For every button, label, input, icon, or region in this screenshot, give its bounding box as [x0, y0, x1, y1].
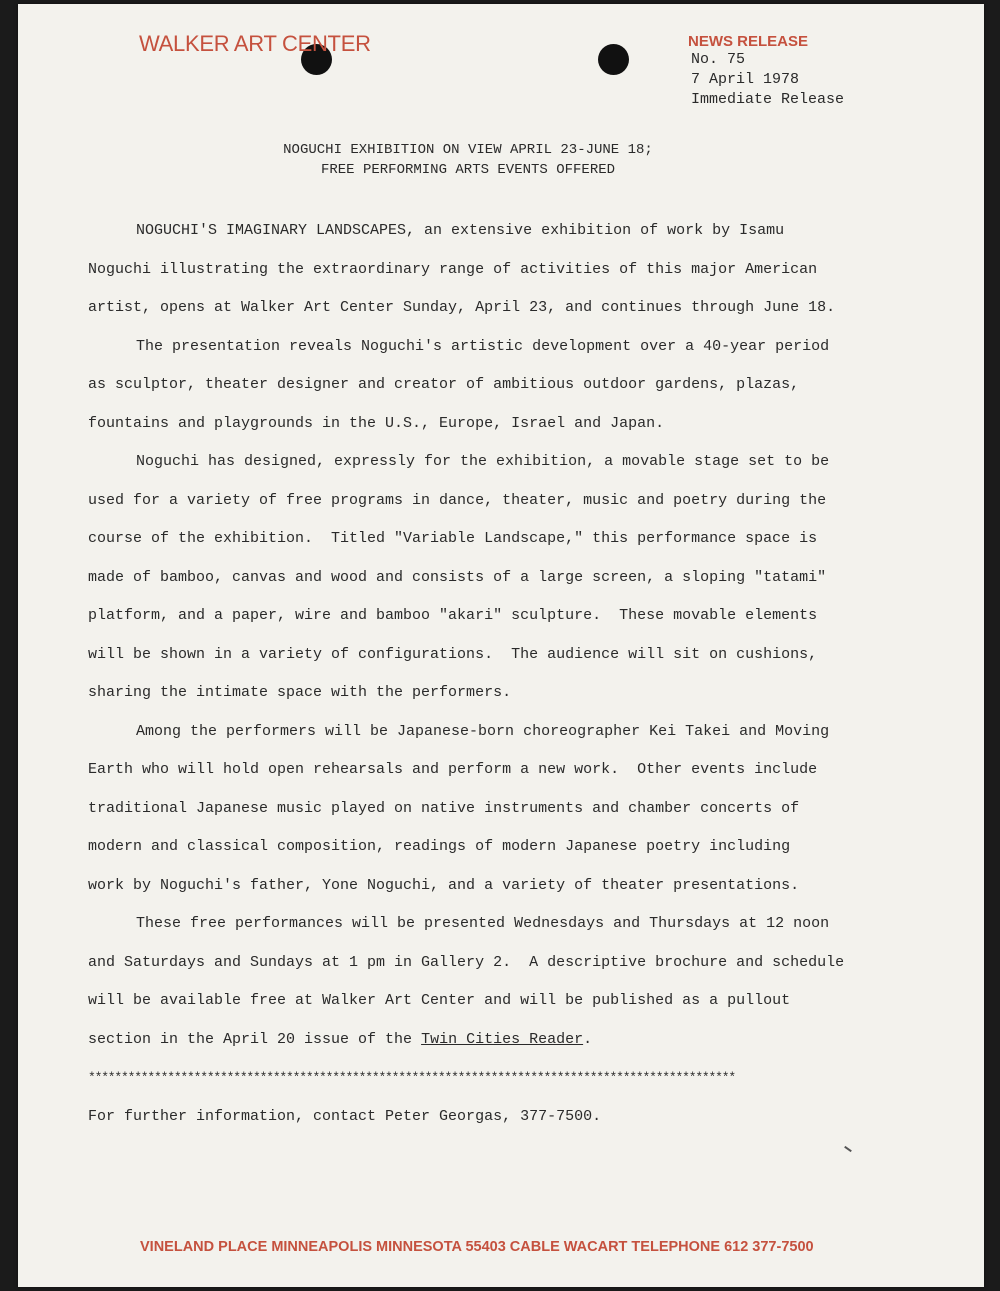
organization-letterhead: WALKER ART CENTER [139, 31, 371, 56]
body-line: modern and classical composition, readings of modern Japanese poetry including [88, 838, 791, 855]
body-line: Among the performers will be Japanese-born choreographer Kei Takei and Moving [136, 722, 830, 740]
punch-hole [598, 44, 629, 75]
body-line: made of bamboo, canvas and wood and consists of a large screen, a sloping "tatami" [88, 568, 827, 586]
body-line: These free performances will be presented Wednesdays and Thursdays at 12 noon [136, 915, 830, 932]
body-line: will be available free at Walker Art Center and will be published as a pullout [88, 992, 791, 1009]
body-line: artist, opens at Walker Art Center Sunday, April 23, and continues through June 18. [88, 299, 836, 316]
contact-line: For further information, contact Peter Georgas, 377-7500. [88, 1107, 602, 1125]
body-line-last [88, 1021, 918, 1060]
asterisk-separator: ************************************************************************************************** [88, 1070, 735, 1085]
body-line: Noguchi illustrating the extraordinary range of activities of this major American [88, 260, 818, 278]
body-line: will be shown in a variety of configurations. The audience will sit on cushions, [88, 645, 818, 663]
body-line: course of the exhibition. Titled "Variable Landscape," this performance space is [88, 530, 818, 547]
body-line: sharing the intimate space with the performers. [88, 684, 512, 701]
body-text [88, 212, 918, 1136]
body-line: Earth who will hold open rehearsals and perform a new work. Other events include [88, 761, 818, 778]
release-date: 7 April 1978 [691, 71, 800, 88]
body-line: NOGUCHI'S IMAGINARY LANDSCAPES, an extensive exhibition of work by Isamu [136, 222, 785, 239]
release-number: No. 75 [691, 51, 746, 68]
body-line: and Saturdays and Sundays at 1 pm in Gallery 2. A descriptive brochure and schedule [88, 953, 845, 971]
letterhead-footer: VINELAND PLACE MINNEAPOLIS MINNESOTA 55403 CABLE WACART TELEPHONE 612 377-7500 [140, 1239, 814, 1255]
publication-title: Twin Cities Reader [421, 1030, 584, 1048]
body-line-text: . [583, 1030, 593, 1048]
headline-line: NOGUCHI EXHIBITION ON VIEW APRIL 23-JUNE 18; [283, 142, 653, 158]
stray-mark [844, 1146, 852, 1152]
body-line-text: section in the April 20 issue of the [88, 1030, 422, 1048]
headline [18, 140, 918, 180]
body-line: Noguchi has designed, expressly for the exhibition, a movable stage set to be [136, 453, 830, 470]
news-release-label: NEWS RELEASE [688, 33, 809, 50]
press-release-page [18, 4, 984, 1287]
body-line: work by Noguchi's father, Yone Noguchi, and a variety of theater presentations. [88, 876, 800, 894]
body-line: as sculptor, theater designer and creator of ambitious outdoor gardens, plazas, [88, 376, 800, 393]
release-type: Immediate Release [691, 91, 845, 108]
body-line: used for a variety of free programs in dance, theater, music and poetry during the [88, 491, 827, 509]
body-line: traditional Japanese music played on native instruments and chamber concerts of [88, 799, 800, 817]
body-line: platform, and a paper, wire and bamboo "akari" sculpture. These movable elements [88, 607, 818, 624]
headline-line: FREE PERFORMING ARTS EVENTS OFFERED [320, 162, 616, 178]
body-line: The presentation reveals Noguchi's artistic development over a 40-year period [136, 337, 830, 355]
body-line: fountains and playgrounds in the U.S., Europe, Israel and Japan. [88, 414, 665, 432]
release-meta [691, 50, 844, 110]
